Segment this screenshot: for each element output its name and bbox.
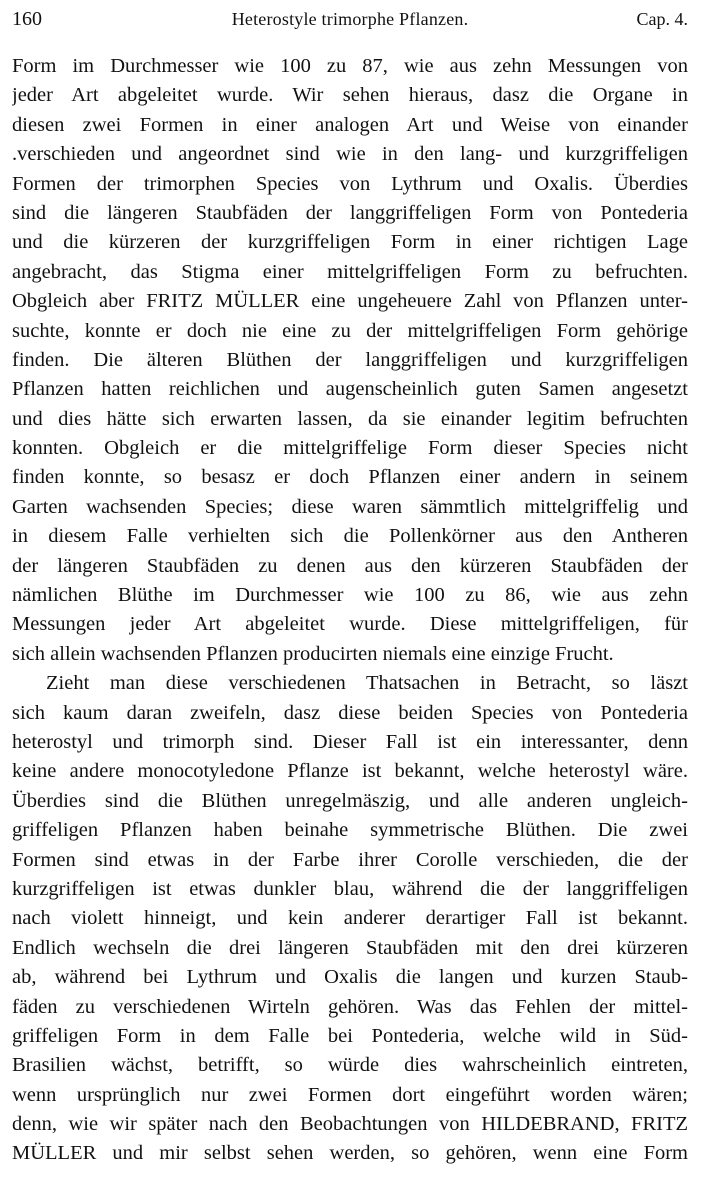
paragraph-start-line: Zieht man diese verschiedenen Thatsachen in Betracht, so läszt	[46, 672, 688, 695]
text-line: Formen der trimorphen Species von Lythrum und Oxalis. Überdies	[12, 172, 688, 195]
text-line: konnten. Obgleich er die mittelgriffelige Form dieser Species nicht	[12, 437, 688, 460]
text-line: suchte, konnte er doch nie eine zu der mittelgriffeligen Form gehörige	[12, 319, 688, 342]
text-line: keine andere monocotyledone Pflanze ist bekannt, welche heterostyl wäre.	[12, 760, 688, 783]
running-header	[12, 3, 688, 37]
text-line: jeder Art abgeleitet wurde. Wir sehen hieraus, dasz die Organe in	[12, 84, 688, 107]
text-line: heterostyl und trimorph sind. Dieser Fall ist ein interessanter, denn	[12, 730, 688, 753]
text-line: finden konnte, so besasz er doch Pflanzen einer andern in seinem	[12, 466, 688, 489]
text-line: wenn ursprünglich nur zwei Formen dort eingeführt worden wären;	[12, 1083, 688, 1106]
text-line: fäden zu verschiedenen Wirteln gehören. Was das Fehlen der mittel-	[12, 995, 688, 1018]
text-line: Garten wachsenden Species; diese waren sämmtlich mittelgriffelig und	[12, 495, 688, 518]
text-line: nämlichen Blüthe im Durchmesser wie 100 zu 86, wie aus zehn	[12, 584, 688, 607]
text-line: diesen zwei Formen in einer analogen Art und Weise von einander	[12, 113, 688, 136]
text-line: Formen sind etwas in der Farbe ihrer Corolle verschieden, die der	[12, 848, 688, 871]
text-line: griffeligen Pflanzen haben beinahe symmetrische Blüthen. Die zwei	[12, 819, 688, 842]
text-line: Obgleich aber FRITZ MÜLLER eine ungeheuere Zahl von Pflanzen unter-	[12, 290, 688, 313]
running-title: Heterostyle trimorphe Pflanzen.	[231, 9, 469, 29]
paragraph-end-line: sich allein wachsenden Pflanzen producirten niemals eine einzige Frucht.	[12, 642, 614, 665]
text-line: sich kaum daran zweifeln, dasz diese beiden Species von Pontederia	[12, 701, 688, 724]
text-line: angebracht, das Stigma einer mittelgriffeligen Form zu befruchten.	[12, 260, 688, 283]
text-line: der längeren Staubfäden zu denen aus den kürzeren Staubfäden der	[12, 554, 688, 577]
text-line: finden. Die älteren Blüthen der langgriffeligen und kurzgriffeligen	[12, 348, 688, 371]
text-line: sind die längeren Staubfäden der langgriffeligen Form von Pontederia	[12, 201, 688, 224]
text-line: Brasilien wächst, betrifft, so würde dies wahrscheinlich eintreten,	[12, 1054, 688, 1077]
text-line: Pflanzen hatten reichlichen und augenscheinlich guten Samen angesetzt	[12, 378, 688, 401]
text-line: nach violett hinneigt, und kein anderer derartiger Fall ist bekannt.	[12, 907, 688, 930]
text-line: ab, während bei Lythrum und Oxalis die langen und kurzen Staub-	[12, 966, 688, 989]
text-line: Form im Durchmesser wie 100 zu 87, wie aus zehn Messungen von	[12, 55, 688, 77]
chapter-label: Cap. 4.	[636, 9, 688, 29]
text-line: denn, wie wir später nach den Beobachtungen von HILDEBRAND, FRITZ	[12, 1113, 688, 1136]
text-line: und die kürzeren der kurzgriffeligen Form in einer richtigen Lage	[12, 231, 688, 254]
text-line: griffeligen Form in dem Falle bei Pontederia, welche wild in Süd-	[12, 1024, 688, 1047]
text-line: in diesem Falle verhielten sich die Pollenkörner aus den Antheren	[12, 525, 688, 548]
text-line: Messungen jeder Art abgeleitet wurde. Diese mittelgriffeligen, für	[12, 613, 688, 636]
text-line: und dies hätte sich erwarten lassen, da sie einander legitim befruchten	[12, 407, 688, 430]
page-number: 160	[12, 8, 42, 30]
body-text	[12, 52, 688, 1169]
text-line: Überdies sind die Blüthen unregelmäszig, und alle anderen ungleich-	[12, 789, 688, 812]
text-line: MÜLLER und mir selbst sehen werden, so gehören, wenn eine Form	[12, 1142, 688, 1165]
text-line: .verschieden und angeordnet sind wie in den lang- und kurzgriffeligen	[12, 143, 688, 166]
text-line: Endlich wechseln die drei längeren Staubfäden mit den drei kürzeren	[12, 936, 688, 959]
text-line: kurzgriffeligen ist etwas dunkler blau, während die der langgriffeligen	[12, 877, 688, 900]
